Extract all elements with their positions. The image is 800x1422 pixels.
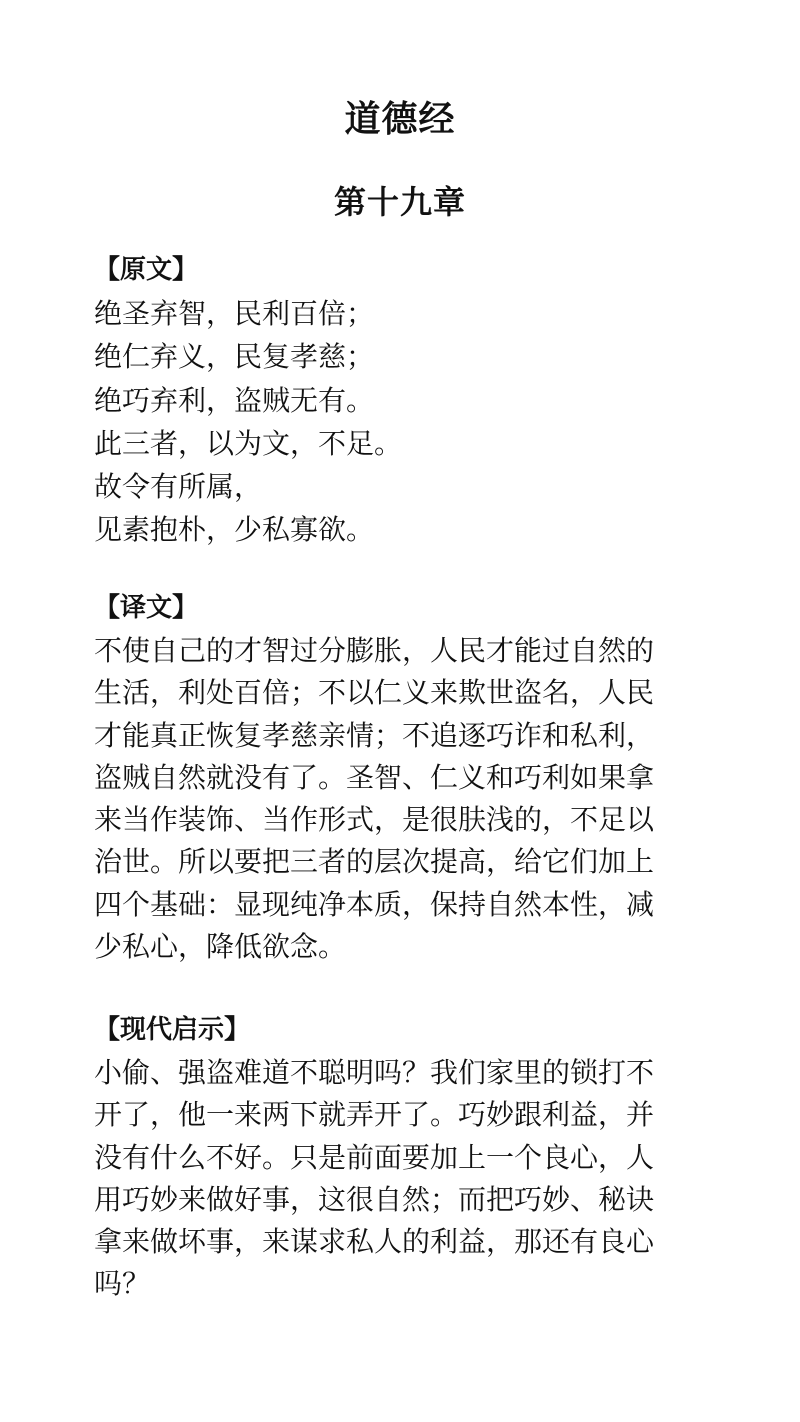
translation-line: 生活，利处百倍；不以仁义来欺世盗名，人民 [94,676,655,710]
original-line: 见素抱朴，少私寡欲。 [94,513,375,547]
original-text-heading: 【原文】 [94,255,199,285]
original-text-section [94,248,714,552]
insight-line: 没有什么不好。只是前面要加上一个良心，人 [94,1140,655,1174]
insight-line: 拿来做坏事，来谋求私人的利益，那还有良心 [94,1225,655,1259]
chapter-title: 第十九章 [333,183,466,221]
original-line: 故令有所属， [94,470,263,504]
translation-section [94,586,714,968]
original-line: 绝仁弃义，民复孝慈； [94,340,375,374]
original-line: 绝圣弃智，民利百倍； [94,297,375,330]
insight-line: 吗？ [94,1267,151,1301]
translation-line: 少私心，降低欲念。 [94,930,347,964]
translation-line: 盗贼自然就没有了。圣智、仁义和巧利如果拿 [94,760,655,794]
translation-line: 才能真正恢复孝慈亲情；不追逐巧诈和私利， [94,718,655,752]
book-title: 道德经 [344,99,456,140]
translation-heading: 【译文】 [94,593,199,623]
translation-line: 四个基础：显现纯净本质，保持自然本性，减 [94,887,655,921]
original-line: 此三者，以为文，不足。 [94,426,403,460]
original-line: 绝巧弃利，盗贼无有。 [94,383,375,417]
insight-line: 小偷、强盗难道不聪明吗？我们家里的锁打不 [94,1056,655,1089]
translation-line: 治世。所以要把三者的层次提高，给它们加上 [94,845,655,879]
modern-insight-section [94,1008,714,1306]
translation-line: 来当作装饰、当作形式，是很肤浅的，不足以 [94,803,655,837]
insight-line: 开了，他一来两下就弄开了。巧妙跟利益，并 [94,1098,655,1132]
translation-line: 不使自己的才智过分膨胀，人民才能过自然的 [94,634,655,667]
modern-insight-heading: 【现代启示】 [94,1015,251,1045]
insight-line: 用巧妙来做好事，这很自然；而把巧妙、秘诀 [94,1182,655,1216]
